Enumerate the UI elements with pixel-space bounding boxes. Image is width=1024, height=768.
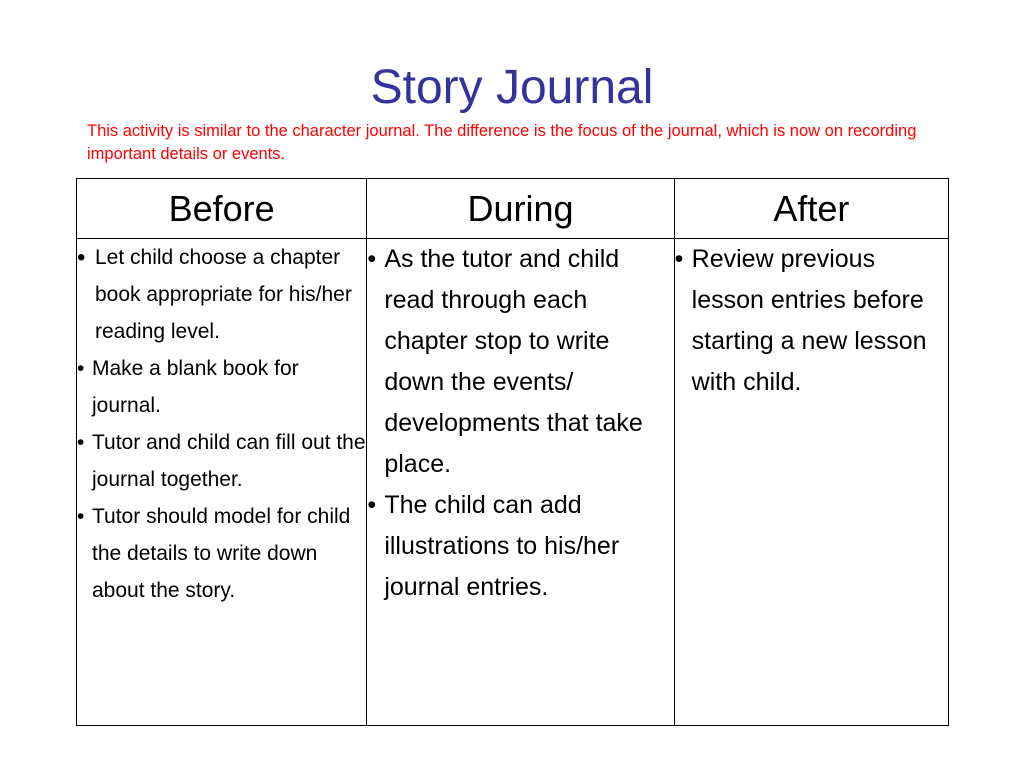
list-item-text: Tutor should model for child the details to write down about the story. [92, 505, 351, 602]
after-cell [674, 239, 948, 726]
bullet-icon: • [77, 357, 85, 380]
list-item [675, 239, 948, 403]
list-item [367, 485, 673, 608]
header-before: Before [77, 179, 367, 239]
list-item [77, 498, 366, 609]
bullet-icon: • [77, 431, 85, 454]
list-item [367, 239, 673, 485]
list-item-text: Tutor and child can fill out the journal together. [92, 431, 366, 491]
list-item-text: As the tutor and child read through each chapter stop to write down the events/ developments that take place. [384, 245, 643, 478]
header-during: During [367, 179, 674, 239]
list-item-text: Review previous lesson entries before starting a new lesson with child. [691, 245, 927, 396]
bullet-icon: • [77, 244, 86, 271]
list-item-text: Let child choose a chapter book appropriate for his/her reading level. [95, 246, 352, 343]
list-item-text: The child can add illustrations to his/her journal entries. [384, 491, 620, 601]
bullet-icon: • [674, 245, 684, 273]
list-item [77, 424, 366, 498]
header-after: After [674, 179, 948, 239]
table-body-row [77, 239, 949, 726]
bullet-icon: • [367, 491, 377, 519]
slide-subtitle: This activity is similar to the character journal. The difference is the focus of the journal, which is now on recording important details or events. [87, 122, 917, 163]
bullet-icon: • [367, 245, 377, 273]
table-header-row [77, 179, 949, 239]
during-list [367, 239, 673, 608]
list-item-text: Make a blank book for journal. [92, 357, 299, 417]
bullet-icon: • [77, 505, 85, 528]
during-cell [367, 239, 674, 726]
after-list [675, 239, 948, 403]
list-item [77, 350, 366, 424]
journal-table [76, 178, 949, 726]
list-item [77, 239, 366, 350]
before-list [77, 239, 366, 609]
slide-title: Story Journal [370, 61, 654, 114]
before-cell [77, 239, 367, 726]
